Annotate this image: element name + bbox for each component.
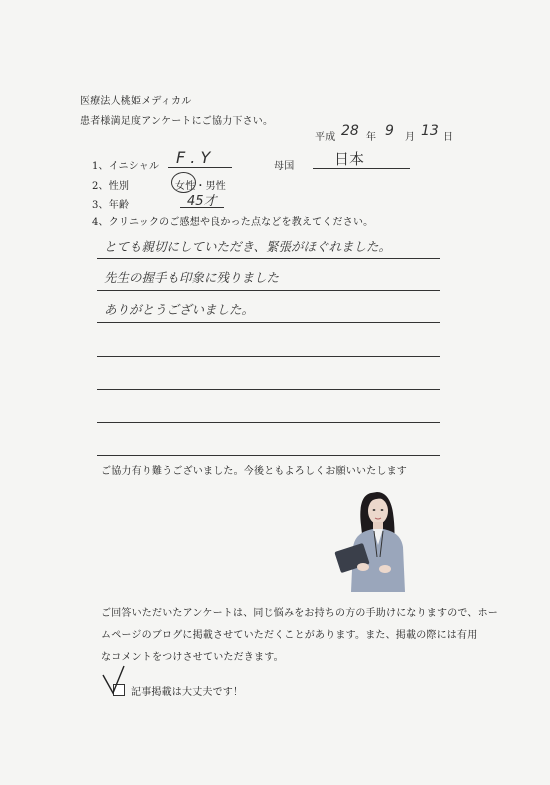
comment-line-2: 先生の握手も印象に残りました [104,270,280,285]
date-day-label: 日 [443,132,454,143]
closing-message: ご協力有り難うございました。今後ともよろしくお願いいたします [101,466,407,477]
initials-label: 1、イニシャル [92,161,160,172]
initials-value: F . Y [176,148,211,167]
survey-title: 患者様満足度アンケートにご協力下さい。 [80,116,274,127]
age-value: 45才 [187,194,217,209]
age-label: 3、年齢 [92,200,130,211]
comment-rule-5 [97,389,440,390]
consent-label: 記事掲載は大丈夫です！ [131,687,244,698]
gender-label: 2、性別 [92,181,130,192]
date-day: 13 [421,123,439,139]
checkmark-icon [100,663,130,697]
comment-rule-7 [97,455,440,456]
notice-line-3: なコメントをつけさせていただきます。 [101,652,284,663]
country-value: 日本 [334,150,365,168]
age-underline [180,207,224,208]
country-underline [313,168,410,169]
comment-rule-2 [97,290,440,291]
date-year-label: 年 [366,132,377,143]
staff-photo [333,487,423,592]
date-month-label: 月 [405,132,416,143]
gender-options: 女性・男性 [175,181,226,192]
initials-underline [168,167,232,168]
notice-line-1: ご回答いただいたアンケートは、同じ悩みをお持ちの方の手助けになりますので、ホー [101,608,498,619]
comment-rule-1 [97,258,440,259]
comment-rule-4 [97,356,440,357]
comment-rule-3 [97,322,440,323]
comment-line-1: とても親切にしていただき、緊張がほぐれました。 [104,239,392,254]
comment-line-3: ありがとうございました。 [104,302,255,317]
date-month: 9 [385,123,394,139]
comment-rule-6 [97,422,440,423]
clinic-name: 医療法人桃姫メディカル [80,96,192,107]
date-era: 平成 [315,132,336,143]
country-label: 母国 [274,161,295,172]
impressions-question: 4、クリニックのご感想や良かった点などを教えてください。 [92,217,374,228]
date-year: 28 [341,123,359,139]
notice-line-2: ムページのブログに掲載させていただくことがあります。また、掲載の際には有用 [101,630,478,641]
